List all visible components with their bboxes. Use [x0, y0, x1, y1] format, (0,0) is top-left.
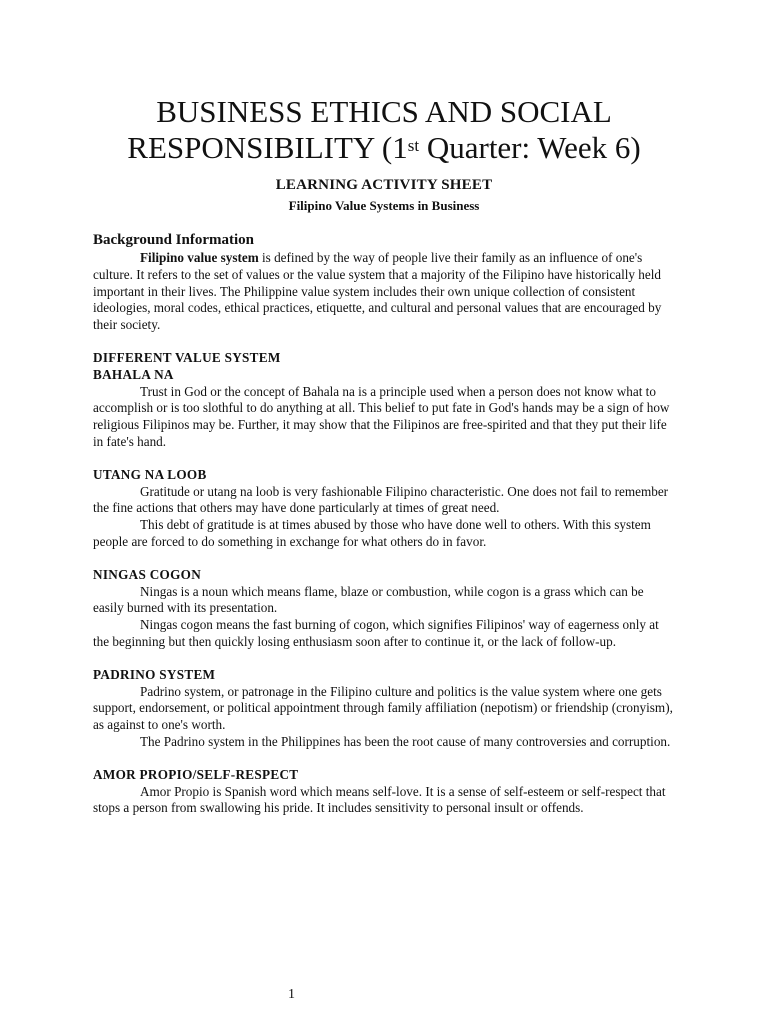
- utang-na-loob-heading: UTANG NA LOOB: [93, 466, 207, 482]
- background-paragraph: [93, 250, 673, 334]
- sheet-label: LEARNING ACTIVITY SHEET: [275, 177, 493, 193]
- title-line-2-end: Quarter: Week 6): [419, 130, 641, 165]
- document-body: [93, 230, 673, 817]
- value-system-heading: DIFFERENT VALUE SYSTEM: [93, 349, 281, 365]
- title-line-2-start: RESPONSIBILITY (1: [127, 130, 408, 165]
- document-title: [0, 94, 768, 166]
- padrino-system-heading: PADRINO SYSTEM: [93, 666, 216, 682]
- bahala-na-paragraph: Trust in God or the concept of Bahala na is a principle used when a person does not know what to accomplish or is too slothful to do anything at all. This belief to put fate in God's hands may be a sign of how religious Filipinos may be. Further, it may show that the Filipinos are free-spirited and that they put their life in fate's hand.: [93, 383, 670, 449]
- ningas-cogon-paragraph-1: Ningas is a noun which means flame, blaze or combustion, while cogon is a grass which can be easily burned with its presentation.: [93, 583, 644, 616]
- ningas-cogon-heading: NINGAS COGON: [93, 566, 202, 582]
- title-superscript: st: [407, 136, 420, 155]
- background-term: Filipino value system: [140, 250, 259, 265]
- bahala-na-heading: BAHALA NA: [93, 366, 174, 382]
- amor-propio-paragraph: Amor Propio is Spanish word which means self-love. It is a sense of self-esteem or self-respect that stops a person from swallowing his pride. It includes sensitivity to personal insult or offends.: [93, 783, 666, 816]
- padrino-system-paragraph-1: Padrino system, or patronage in the Filipino culture and politics is the value system where one gets support, endorsement, or political appointment through family affiliation (nepotism) or friendship (cronyism), as against to one's worth.: [93, 683, 673, 733]
- padrino-system-paragraph-2: The Padrino system in the Philippines has been the root cause of many controversies and corruption.: [140, 733, 671, 749]
- background-text: is defined by the way of people live their family as an influence of one's culture. It refers to the set of values or the value system that a majority of the Filipino have historically held important in their lives. The Philippine value system includes their own unique collection of consistent ideologies, moral codes, ethical practices, etiquette, and cultural and personal values that are encouraged by their society.: [93, 250, 662, 333]
- utang-na-loob-paragraph-1: Gratitude or utang na loob is very fashionable Filipino characteristic. One does not fail to remember the fine actions that others may have done particularly at times of great need.: [93, 483, 669, 516]
- amor-propio-heading: AMOR PROPIO/SELF-RESPECT: [93, 766, 299, 782]
- sheet-subtitle: Filipino Value Systems in Business: [288, 198, 480, 213]
- page-number: 1: [288, 987, 295, 1002]
- background-heading: Background Information: [93, 232, 255, 248]
- utang-na-loob-paragraph-2: This debt of gratitude is at times abused by those who have done well to others. With this system people are forced to do something in exchange for what others do in favor.: [93, 517, 651, 549]
- ningas-cogon-paragraph-2: Ningas cogon means the fast burning of cogon, which signifies Filipinos' way of eagerness only at the beginning but then quickly losing enthusiasm soon after to continue it, or the lack of follow-up.: [93, 617, 659, 649]
- title-line-1: BUSINESS ETHICS AND SOCIAL: [156, 94, 612, 129]
- title-line-2: [0, 130, 768, 166]
